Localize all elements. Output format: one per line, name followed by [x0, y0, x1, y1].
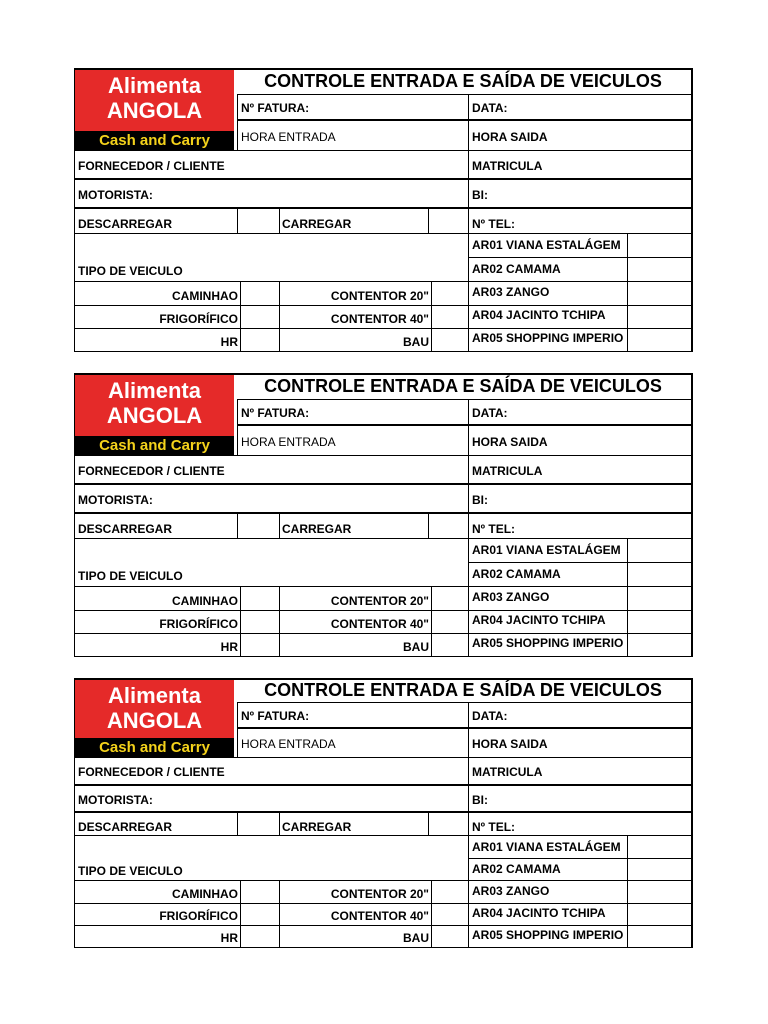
truck-label: CAMINHAO	[172, 594, 238, 608]
container-20-label: CONTENTOR 20"	[330, 289, 429, 303]
form-title: CONTROLE ENTRADA E SAÍDA DE VEICULOS	[264, 376, 662, 396]
refrigerated-label: FRIGORÍFICO	[159, 909, 238, 923]
entry-time-label: HORA ENTRADA	[241, 130, 336, 144]
plate-label: MATRICULA	[472, 765, 543, 779]
unload-label: DESCARREGAR	[78, 522, 173, 536]
id-label: BI:	[472, 188, 488, 202]
load-label: CARREGAR	[282, 820, 352, 834]
logo-line-1: Alimenta	[108, 378, 201, 403]
logo-tagline: Cash and Carry	[75, 131, 234, 151]
store-ar02: AR02 CAMAMA	[472, 567, 561, 581]
truck-label: CAMINHAO	[172, 887, 238, 901]
vehicle-control-form-2	[74, 373, 692, 657]
unload-label: DESCARREGAR	[78, 217, 173, 231]
plate-label: MATRICULA	[472, 464, 543, 478]
invoice-number-label: Nº FATURA:	[241, 406, 310, 420]
box-truck-label: BAU	[403, 640, 429, 654]
truck-label: CAMINHAO	[172, 289, 238, 303]
id-label: BI:	[472, 493, 488, 507]
logo-tagline: Cash and Carry	[75, 738, 234, 758]
vehicle-type-label: TIPO DE VEICULO	[78, 569, 183, 583]
logo-line-2: ANGOLA	[106, 403, 203, 428]
logo-line-1: Alimenta	[108, 73, 201, 98]
store-ar04: AR04 JACINTO TCHIPA	[472, 613, 606, 627]
vehicle-control-form-3	[74, 678, 692, 948]
supplier-client-label: FORNECEDOR / CLIENTE	[78, 765, 225, 779]
brand-logo	[75, 680, 234, 758]
store-ar02: AR02 CAMAMA	[472, 862, 561, 876]
phone-label: Nº TEL:	[472, 522, 516, 536]
store-ar04: AR04 JACINTO TCHIPA	[472, 308, 606, 322]
exit-time-label: HORA SAIDA	[472, 435, 548, 449]
logo-tagline: Cash and Carry	[75, 436, 234, 456]
store-ar03: AR03 ZANGO	[472, 285, 550, 299]
logo-line-2: ANGOLA	[106, 98, 203, 123]
vehicle-type-label: TIPO DE VEICULO	[78, 864, 183, 878]
hr-label: HR	[220, 640, 238, 654]
driver-label: MOTORISTA:	[78, 793, 153, 807]
container-40-label: CONTENTOR 40"	[330, 312, 429, 326]
container-40-label: CONTENTOR 40"	[330, 617, 429, 631]
refrigerated-label: FRIGORÍFICO	[159, 312, 238, 326]
container-40-label: CONTENTOR 40"	[330, 909, 429, 923]
load-label: CARREGAR	[282, 217, 352, 231]
vehicle-type-label: TIPO DE VEICULO	[78, 264, 183, 278]
logo-line-2: ANGOLA	[106, 708, 203, 733]
vehicle-control-form-1	[74, 68, 692, 352]
store-ar03: AR03 ZANGO	[472, 884, 550, 898]
form-title: CONTROLE ENTRADA E SAÍDA DE VEICULOS	[264, 71, 662, 91]
date-label: DATA:	[472, 101, 508, 115]
exit-time-label: HORA SAIDA	[472, 130, 548, 144]
store-ar05: AR05 SHOPPING IMPERIO	[472, 928, 624, 942]
store-ar01: AR01 VIANA ESTALÁGEM	[472, 840, 621, 854]
supplier-client-label: FORNECEDOR / CLIENTE	[78, 159, 225, 173]
unload-label: DESCARREGAR	[78, 820, 173, 834]
invoice-number-label: Nº FATURA:	[241, 101, 310, 115]
store-ar01: AR01 VIANA ESTALÁGEM	[472, 238, 621, 252]
store-ar05: AR05 SHOPPING IMPERIO	[472, 636, 624, 650]
box-truck-label: BAU	[403, 931, 429, 945]
entry-time-label: HORA ENTRADA	[241, 435, 336, 449]
phone-label: Nº TEL:	[472, 820, 516, 834]
hr-label: HR	[220, 931, 238, 945]
container-20-label: CONTENTOR 20"	[330, 887, 429, 901]
exit-time-label: HORA SAIDA	[472, 737, 548, 751]
store-ar03: AR03 ZANGO	[472, 590, 550, 604]
store-ar05: AR05 SHOPPING IMPERIO	[472, 331, 624, 345]
supplier-client-label: FORNECEDOR / CLIENTE	[78, 464, 225, 478]
refrigerated-label: FRIGORÍFICO	[159, 617, 238, 631]
driver-label: MOTORISTA:	[78, 493, 153, 507]
date-label: DATA:	[472, 406, 508, 420]
invoice-number-label: Nº FATURA:	[241, 709, 310, 723]
date-label: DATA:	[472, 709, 508, 723]
driver-label: MOTORISTA:	[78, 188, 153, 202]
brand-logo	[75, 375, 234, 456]
logo-line-1: Alimenta	[108, 683, 201, 708]
load-label: CARREGAR	[282, 522, 352, 536]
store-ar01: AR01 VIANA ESTALÁGEM	[472, 543, 621, 557]
container-20-label: CONTENTOR 20"	[330, 594, 429, 608]
hr-label: HR	[220, 335, 238, 349]
id-label: BI:	[472, 793, 488, 807]
form-title: CONTROLE ENTRADA E SAÍDA DE VEICULOS	[264, 680, 662, 700]
store-ar04: AR04 JACINTO TCHIPA	[472, 906, 606, 920]
plate-label: MATRICULA	[472, 159, 543, 173]
entry-time-label: HORA ENTRADA	[241, 737, 336, 751]
phone-label: Nº TEL:	[472, 217, 516, 231]
store-ar02: AR02 CAMAMA	[472, 262, 561, 276]
brand-logo	[75, 70, 234, 151]
box-truck-label: BAU	[403, 335, 429, 349]
